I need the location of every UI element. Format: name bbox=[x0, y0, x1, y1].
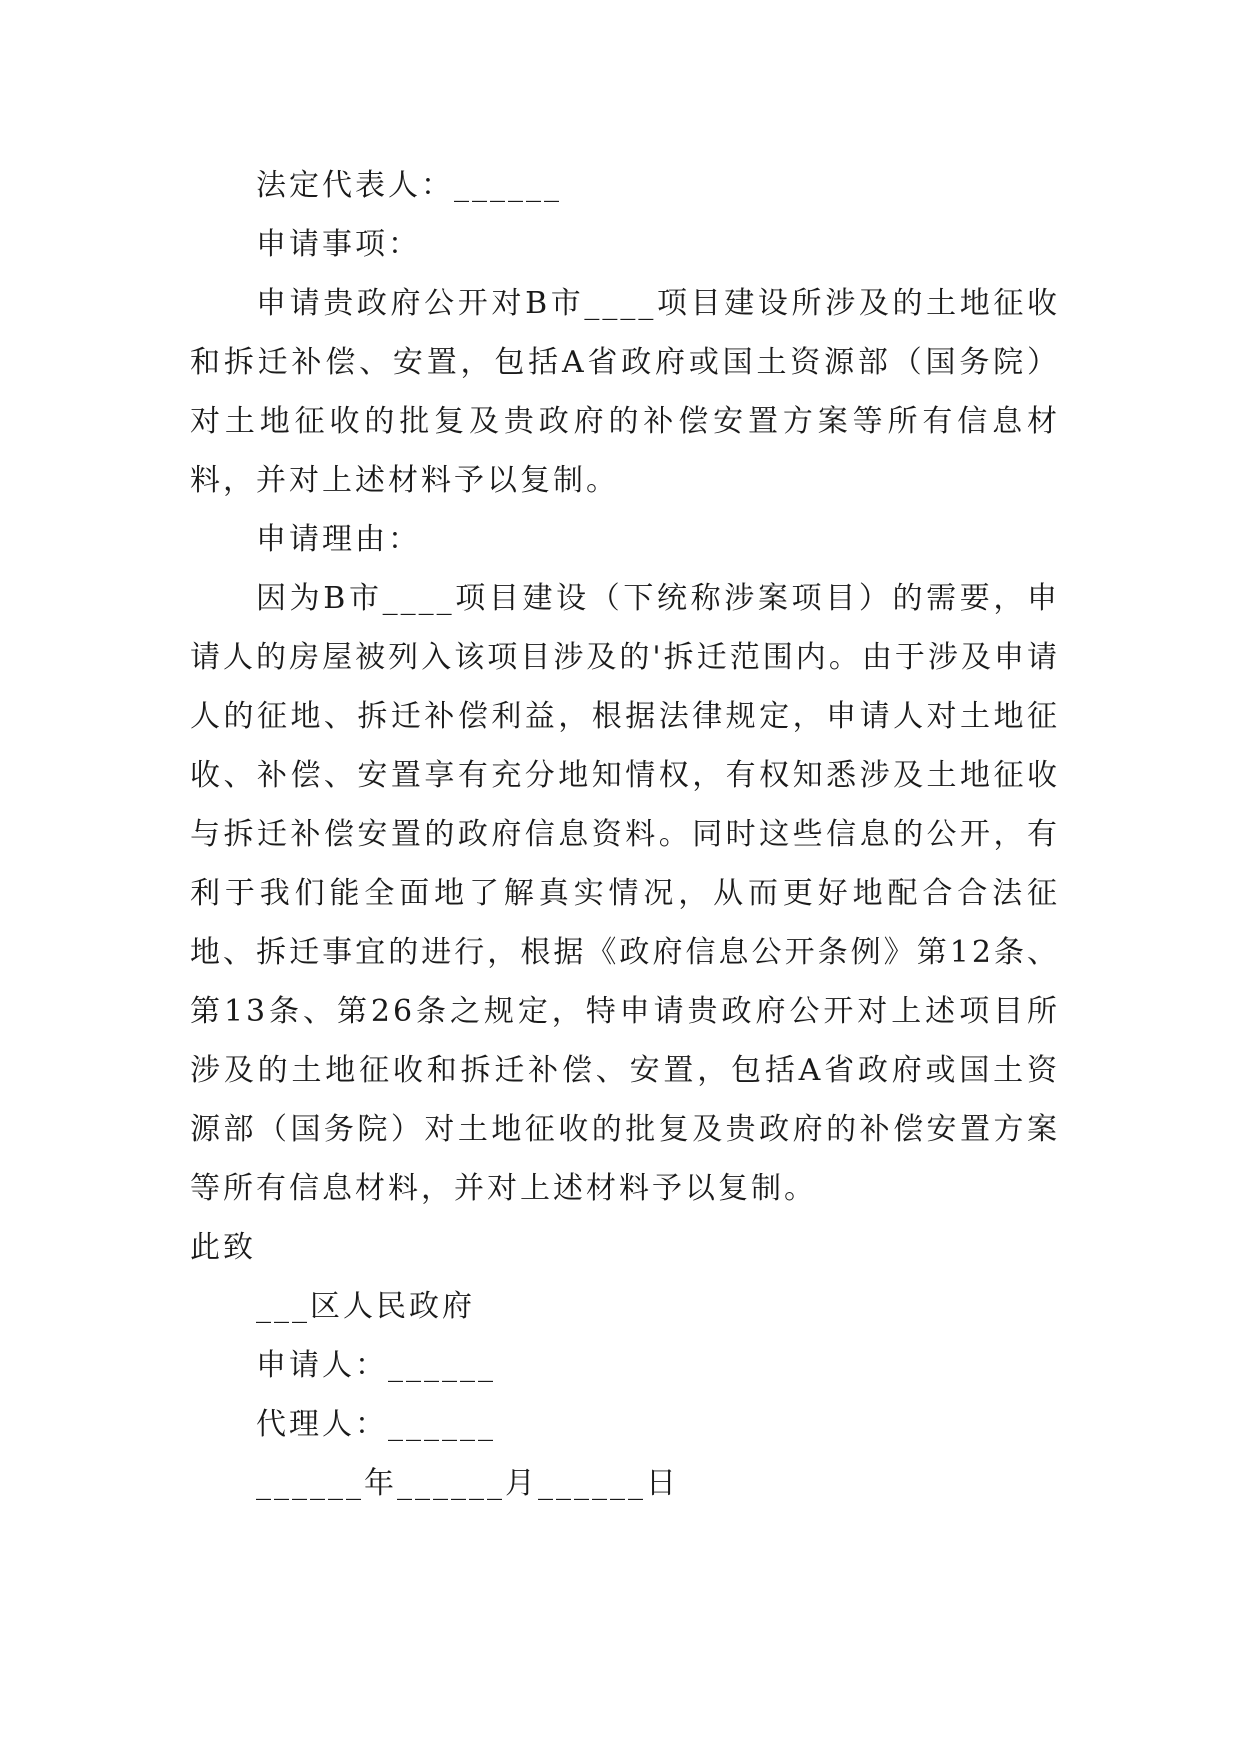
reason-paragraph: 因为B市____项目建设（下统称涉案项目）的需要，申请人的房屋被列入该项目涉及的'拆迁范围内。由于涉及申请人的征地、拆迁补偿利益，根据法律规定，申请人对土地征收、补偿、安置享有充分地知情权，有权知悉涉及土地征收与拆迁补偿安置的政府信息资料。同时这些信息的公开，有利于我们能全面地了解真实情况，从而更好地配合合法征地、拆迁事宜的进行，根据《政府信息公开条例》第12条、第13条、第26条之规定，特申请贵政府公开对上述项目所涉及的土地征收和拆迁补偿、安置，包括A省政府或国土资源部（国务院）对土地征收的批复及贵政府的补偿安置方案等所有信息材料，并对上述材料予以复制。 bbox=[190, 581, 1060, 1206]
legal-representative-line: 法定代表人：______ bbox=[256, 168, 562, 203]
document-body bbox=[190, 156, 1060, 1513]
date-line: ______年______月______日 bbox=[256, 1466, 679, 1501]
request-paragraph: 申请贵政府公开对B市____项目建设所涉及的土地征收和拆迁补偿、安置，包括A省政府或国土资源部（国务院）对土地征收的批复及贵政府的补偿安置方案等所有信息材料，并对上述材料予以复制。 bbox=[190, 286, 1060, 498]
reason-heading: 申请理由： bbox=[256, 522, 421, 557]
applicant-line: 申请人：______ bbox=[256, 1348, 496, 1383]
agent-line: 代理人：______ bbox=[256, 1407, 496, 1442]
recipient-line: ___区人民政府 bbox=[256, 1289, 475, 1324]
request-heading: 申请事项： bbox=[256, 227, 421, 262]
salutation: 此致 bbox=[190, 1230, 256, 1265]
